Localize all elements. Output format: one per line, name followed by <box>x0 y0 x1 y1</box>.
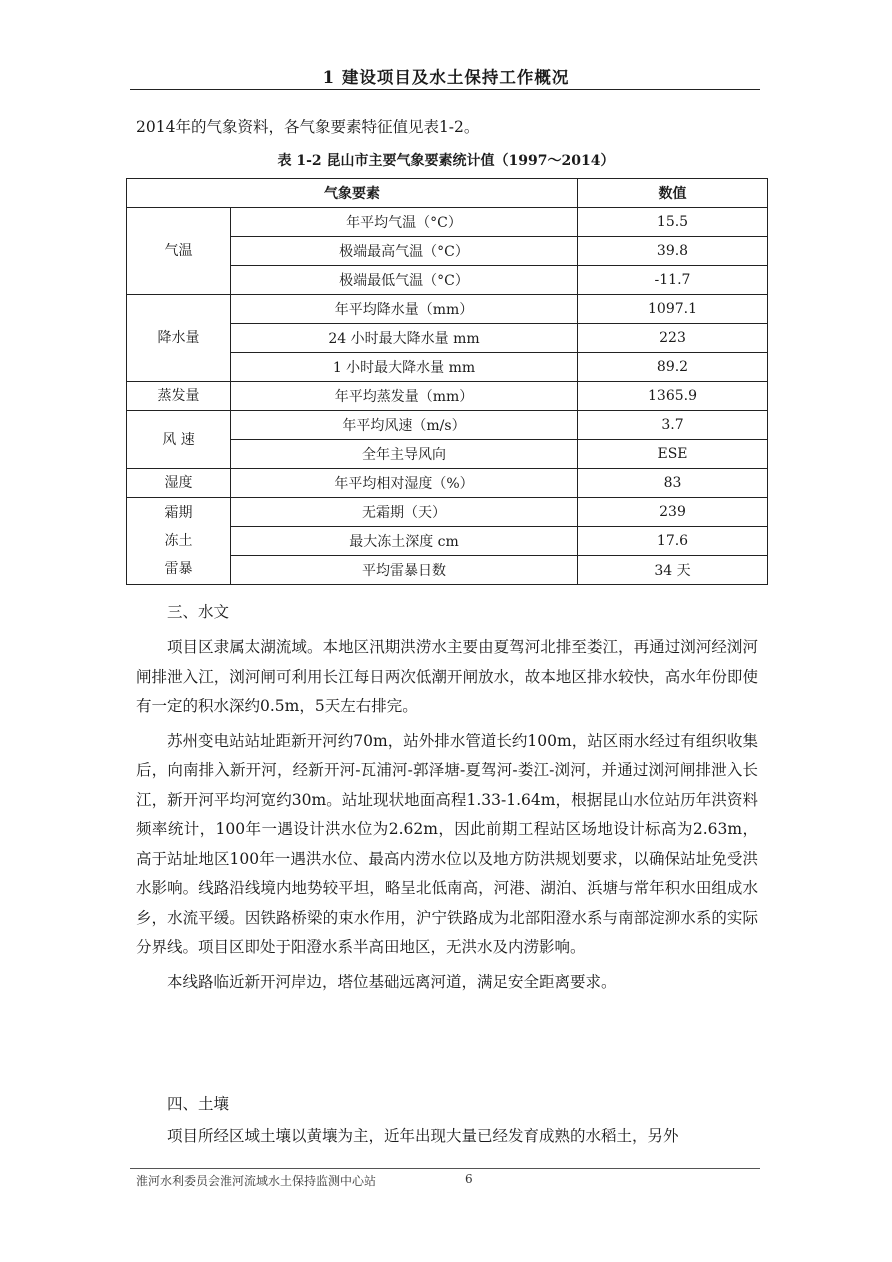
weather-table <box>126 178 768 585</box>
item-cell: 平均雷暴日数 <box>231 556 578 585</box>
value-cell: -11.7 <box>578 266 768 295</box>
item-cell: 极端最高气温（°C） <box>231 237 578 266</box>
soil-body <box>136 1122 758 1152</box>
table-caption: 表 1-2 昆山市主要气象要素统计值（1997～2014） <box>277 153 615 169</box>
table-row <box>127 411 768 440</box>
item-cell: 年平均蒸发量（mm） <box>231 382 578 411</box>
value-cell: 39.8 <box>578 237 768 266</box>
table-header-row <box>127 179 768 208</box>
value-cell: 15.5 <box>578 208 768 237</box>
table-row <box>127 498 768 527</box>
item-cell: 年平均相对湿度（%） <box>231 469 578 498</box>
value-cell: ESE <box>578 440 768 469</box>
paragraph: 苏州变电站站址距新开河约70m，站外排水管道长约100m，站区雨水经过有组织收集后，向南排入新开河，经新开河-瓦浦河-郭泽塘-夏驾河-娄江-浏河，并通过浏河闸排泄入长江，新开河平均河宽约30m。站址现状地面高程1.33-1.64m，根据昆山水位站历年洪资料频率统计，100年一遇设计洪水位为2.62m，因此前期工程站区场地设计标高为2.63m，高于站址地区100年一遇洪水位、最高内涝水位以及地方防洪规划要求，以确保站址免受洪水影响。线路沿线境内地势较平坦，略呈北低南高，河港、湖泊、浜塘与常年积水田组成水乡，水流平缓。因铁路桥梁的束水作用，沪宁铁路成为北部阳澄水系与南部淀泖水系的实际分界线。项目区即处于阳澄水系半高田地区，无洪水及内涝影响。 <box>136 731 758 956</box>
value-cell: 34 天 <box>578 556 768 585</box>
footer-rule <box>130 1168 760 1169</box>
value-cell: 223 <box>578 324 768 353</box>
item-cell: 年平均风速（m/s） <box>231 411 578 440</box>
category-label: 霜期 <box>164 505 193 521</box>
category-label: 风 速 <box>162 431 195 448</box>
item-cell: 1 小时最大降水量 mm <box>231 353 578 382</box>
header-rule <box>130 89 760 90</box>
hydrology-body <box>136 633 758 997</box>
header-element: 气象要素 <box>127 179 578 208</box>
value-cell: 17.6 <box>578 527 768 556</box>
section-heading-hydrology: 三、水文 <box>167 603 230 621</box>
paragraph: 项目所经区域土壤以黄壤为主，近年出现大量已经发育成熟的水稻土，另外 <box>167 1127 679 1145</box>
category-label: 湿度 <box>164 475 193 491</box>
category-cell <box>127 208 231 295</box>
category-label: 气温 <box>164 243 193 259</box>
category-cell <box>127 295 231 382</box>
item-cell: 无霜期（天） <box>231 498 578 527</box>
category-cell <box>127 382 231 411</box>
item-cell: 24 小时最大降水量 mm <box>231 324 578 353</box>
value-cell: 1097.1 <box>578 295 768 324</box>
table-row <box>127 382 768 411</box>
category-cell <box>127 411 231 469</box>
value-cell: 239 <box>578 498 768 527</box>
item-cell: 最大冻土深度 cm <box>231 527 578 556</box>
category-cell <box>127 469 231 498</box>
table-row <box>127 295 768 324</box>
item-cell: 全年主导风向 <box>231 440 578 469</box>
table-body <box>127 208 768 585</box>
paragraph: 本线路临近新开河岸边，塔位基础远离河道，满足安全距离要求。 <box>167 972 617 991</box>
value-cell: 83 <box>578 469 768 498</box>
section-heading-soil: 四、土壤 <box>167 1095 230 1113</box>
item-cell: 极端最低气温（°C） <box>231 266 578 295</box>
page-header-title: 1 建设项目及水土保持工作概况 <box>322 68 570 87</box>
table-row <box>127 469 768 498</box>
category-label: 降水量 <box>157 330 200 346</box>
footer-organization: 淮河水利委员会淮河流域水土保持监测中心站 <box>136 1174 377 1188</box>
category-cell <box>127 498 231 585</box>
category-label: 冻土 <box>164 533 193 549</box>
paragraph: 项目区隶属太湖流域。本地区汛期洪涝水主要由夏驾河北排至娄江，再通过浏河经浏河闸排泄入江，浏河闸可利用长江每日两次低潮开闸放水，故本地区排水较快，高水年份即使有一定的积水深约0.5m，5天左右排完。 <box>136 638 758 715</box>
page-number: 6 <box>465 1172 473 1186</box>
table-row <box>127 208 768 237</box>
category-label: 蒸发量 <box>157 388 200 404</box>
value-cell: 1365.9 <box>578 382 768 411</box>
value-cell: 89.2 <box>578 353 768 382</box>
item-cell: 年平均降水量（mm） <box>231 295 578 324</box>
intro-text: 2014年的气象资料，各气象要素特征值见表1-2。 <box>136 118 480 136</box>
item-cell: 年平均气温（°C） <box>231 208 578 237</box>
value-cell: 3.7 <box>578 411 768 440</box>
header-value: 数值 <box>578 179 768 208</box>
category-label: 雷暴 <box>164 561 193 577</box>
